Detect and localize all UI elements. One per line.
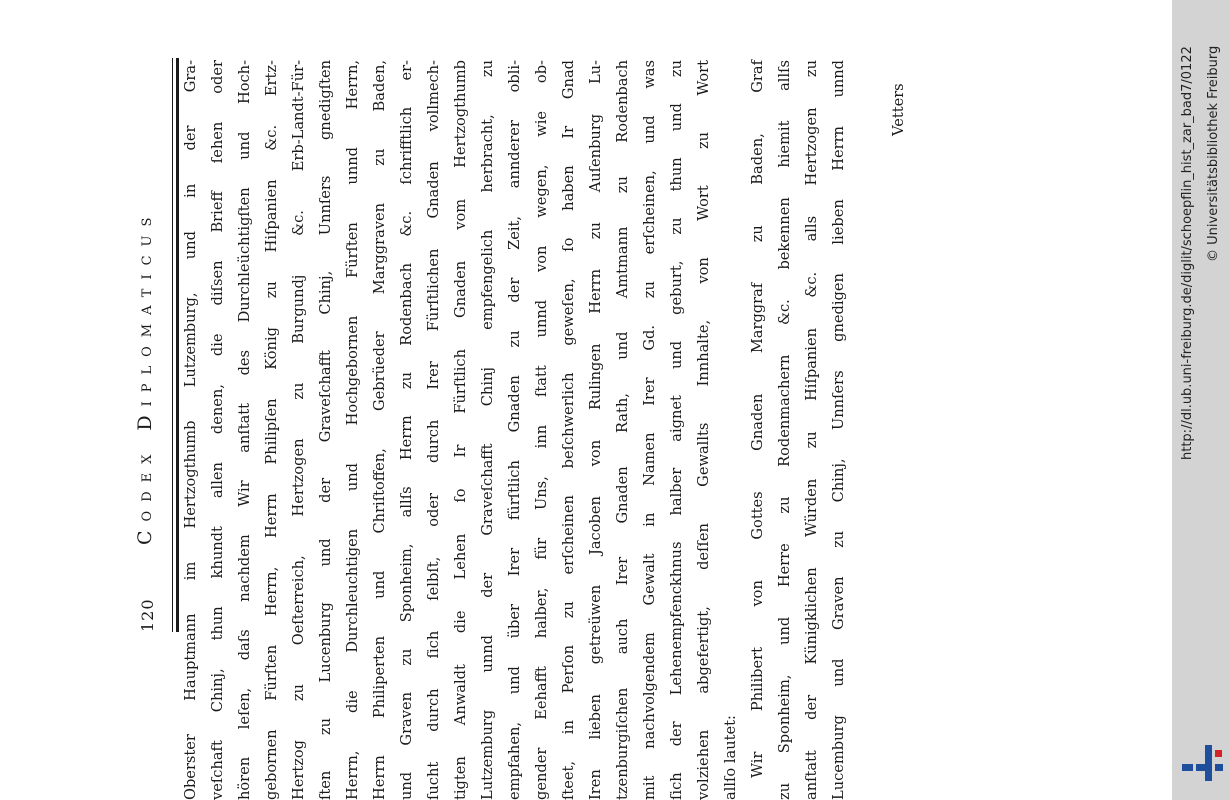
text-line: hören leſen, daſs nachdem Wir anſtatt des Durchleüchtigſten und Hoch-: [236, 60, 253, 800]
text-line: tzenburgiſchen auch Irer Gnaden Rath, und Amtmann zu Rodenbach: [614, 60, 631, 800]
text-line: Herrn Philiperten und Chriſtoffen, Gebrüeder Marggraven zu Baden,: [371, 60, 388, 800]
header-rule-thin: [172, 58, 173, 632]
text-line: und Graven zu Sponheim, allſs Herrn zu Rodenbach &c. ſchrifftlich er-: [398, 60, 415, 800]
text-line: volziehen abgefertigt, deſſen Gewallts Innhalte, von Wort zu Wort: [695, 60, 712, 800]
text-line: Oberster Hauptmann im Hertzogthumb Lutzemburg, und in der Gra-: [182, 60, 199, 800]
text-line: Lucemburg und Graven zu Chinj, Unnſers gnedigen lieben Herrn unnd: [830, 60, 847, 800]
page-number: 120: [138, 598, 157, 632]
copyright-notice: © Universitätsbibliothek Freiburg: [1206, 45, 1221, 262]
text-line: veſchaft Chinj, thun khundt allen denen, die diſsen Brieff ſehen oder: [209, 60, 226, 800]
text-line: empfahen, und über Irer fürſtlich Gnaden zu der Zeit, annderer obli-: [506, 60, 523, 800]
source-url-link[interactable]: http://dl.ub.uni-freiburg.de/diglit/schoepflin_hist_zar_bad7/0122: [1180, 46, 1195, 460]
text-line: ſucht durch ſich ſelbſt, oder durch Irer Fürſtlichen Gnaden vollmech-: [425, 60, 442, 800]
logo-red-square: [1215, 750, 1222, 757]
ub-freiburg-logo-icon: [1181, 744, 1225, 782]
text-line: Hertzog zu Oeſterreich, Hertzogen zu Burgundj &c. Erb-Landt-Für-: [290, 60, 307, 800]
text-line: Lutzemburg unnd der Graveſchafft Chinj empfengelich herbracht, zu: [479, 60, 496, 800]
text-line: ſten zu Lucenburg und der Graveſchafft Chinj, Unnſers gnedigſten: [317, 60, 334, 800]
text-line: allſo lautet:: [722, 715, 739, 800]
text-line: gender Eehafft halber, für Uns, inn ſtatt unnd von wegen, wie ob-: [533, 60, 550, 800]
catchword: Vetters: [890, 83, 907, 136]
header-rule-thick: [176, 58, 179, 632]
scanned-page: [120, 0, 1200, 800]
text-line: zu Sponheim, und Herre zu Rodenmachern &c. bekennen hiemit allſs: [776, 60, 793, 800]
text-line: Herrn, die Durchleuchtigen und Hochgebornen Fürſten unnd Herrn,: [344, 60, 361, 800]
text-line: ſich der Lehenempfenckhnus halber aignet und geburt, zu thun und zu: [668, 60, 685, 800]
logo-blue-bar-right: [1215, 764, 1223, 771]
text-line: gebornen Fürſten Herrn, Herrn Philipſen König zu Hiſpanien &c. Ertz-: [263, 60, 280, 800]
logo-blue-stem: [1205, 745, 1212, 781]
text-line: Wir Philibert von Gottes Gnaden Marggraf zu Baden, Graf: [749, 60, 766, 778]
text-line: anſtatt der Künigklichen Würden zu Hiſpanien &c. alls Hertzogen zu: [803, 60, 820, 800]
text-line: mit nachvolgendem Gewalt in Namen Irer Gd. zu erſcheinen, und was: [641, 60, 658, 800]
running-head: Codex Diplomaticus: [134, 208, 156, 545]
text-line: tigten Anwaldt die Lehen ſo Ir Fürſtlich Gnaden vom Hertzogthumb: [452, 60, 469, 800]
text-line: ſteet, in Perſon zu erſcheinen beſchwerlich geweſen, ſo haben Ir Gnad: [560, 60, 577, 800]
logo-blue-bar-left: [1182, 764, 1193, 771]
text-line: Iren lieben getreüwen Jacoben von Rulingen Herrn zu Auſenburg Lu-: [587, 60, 604, 800]
